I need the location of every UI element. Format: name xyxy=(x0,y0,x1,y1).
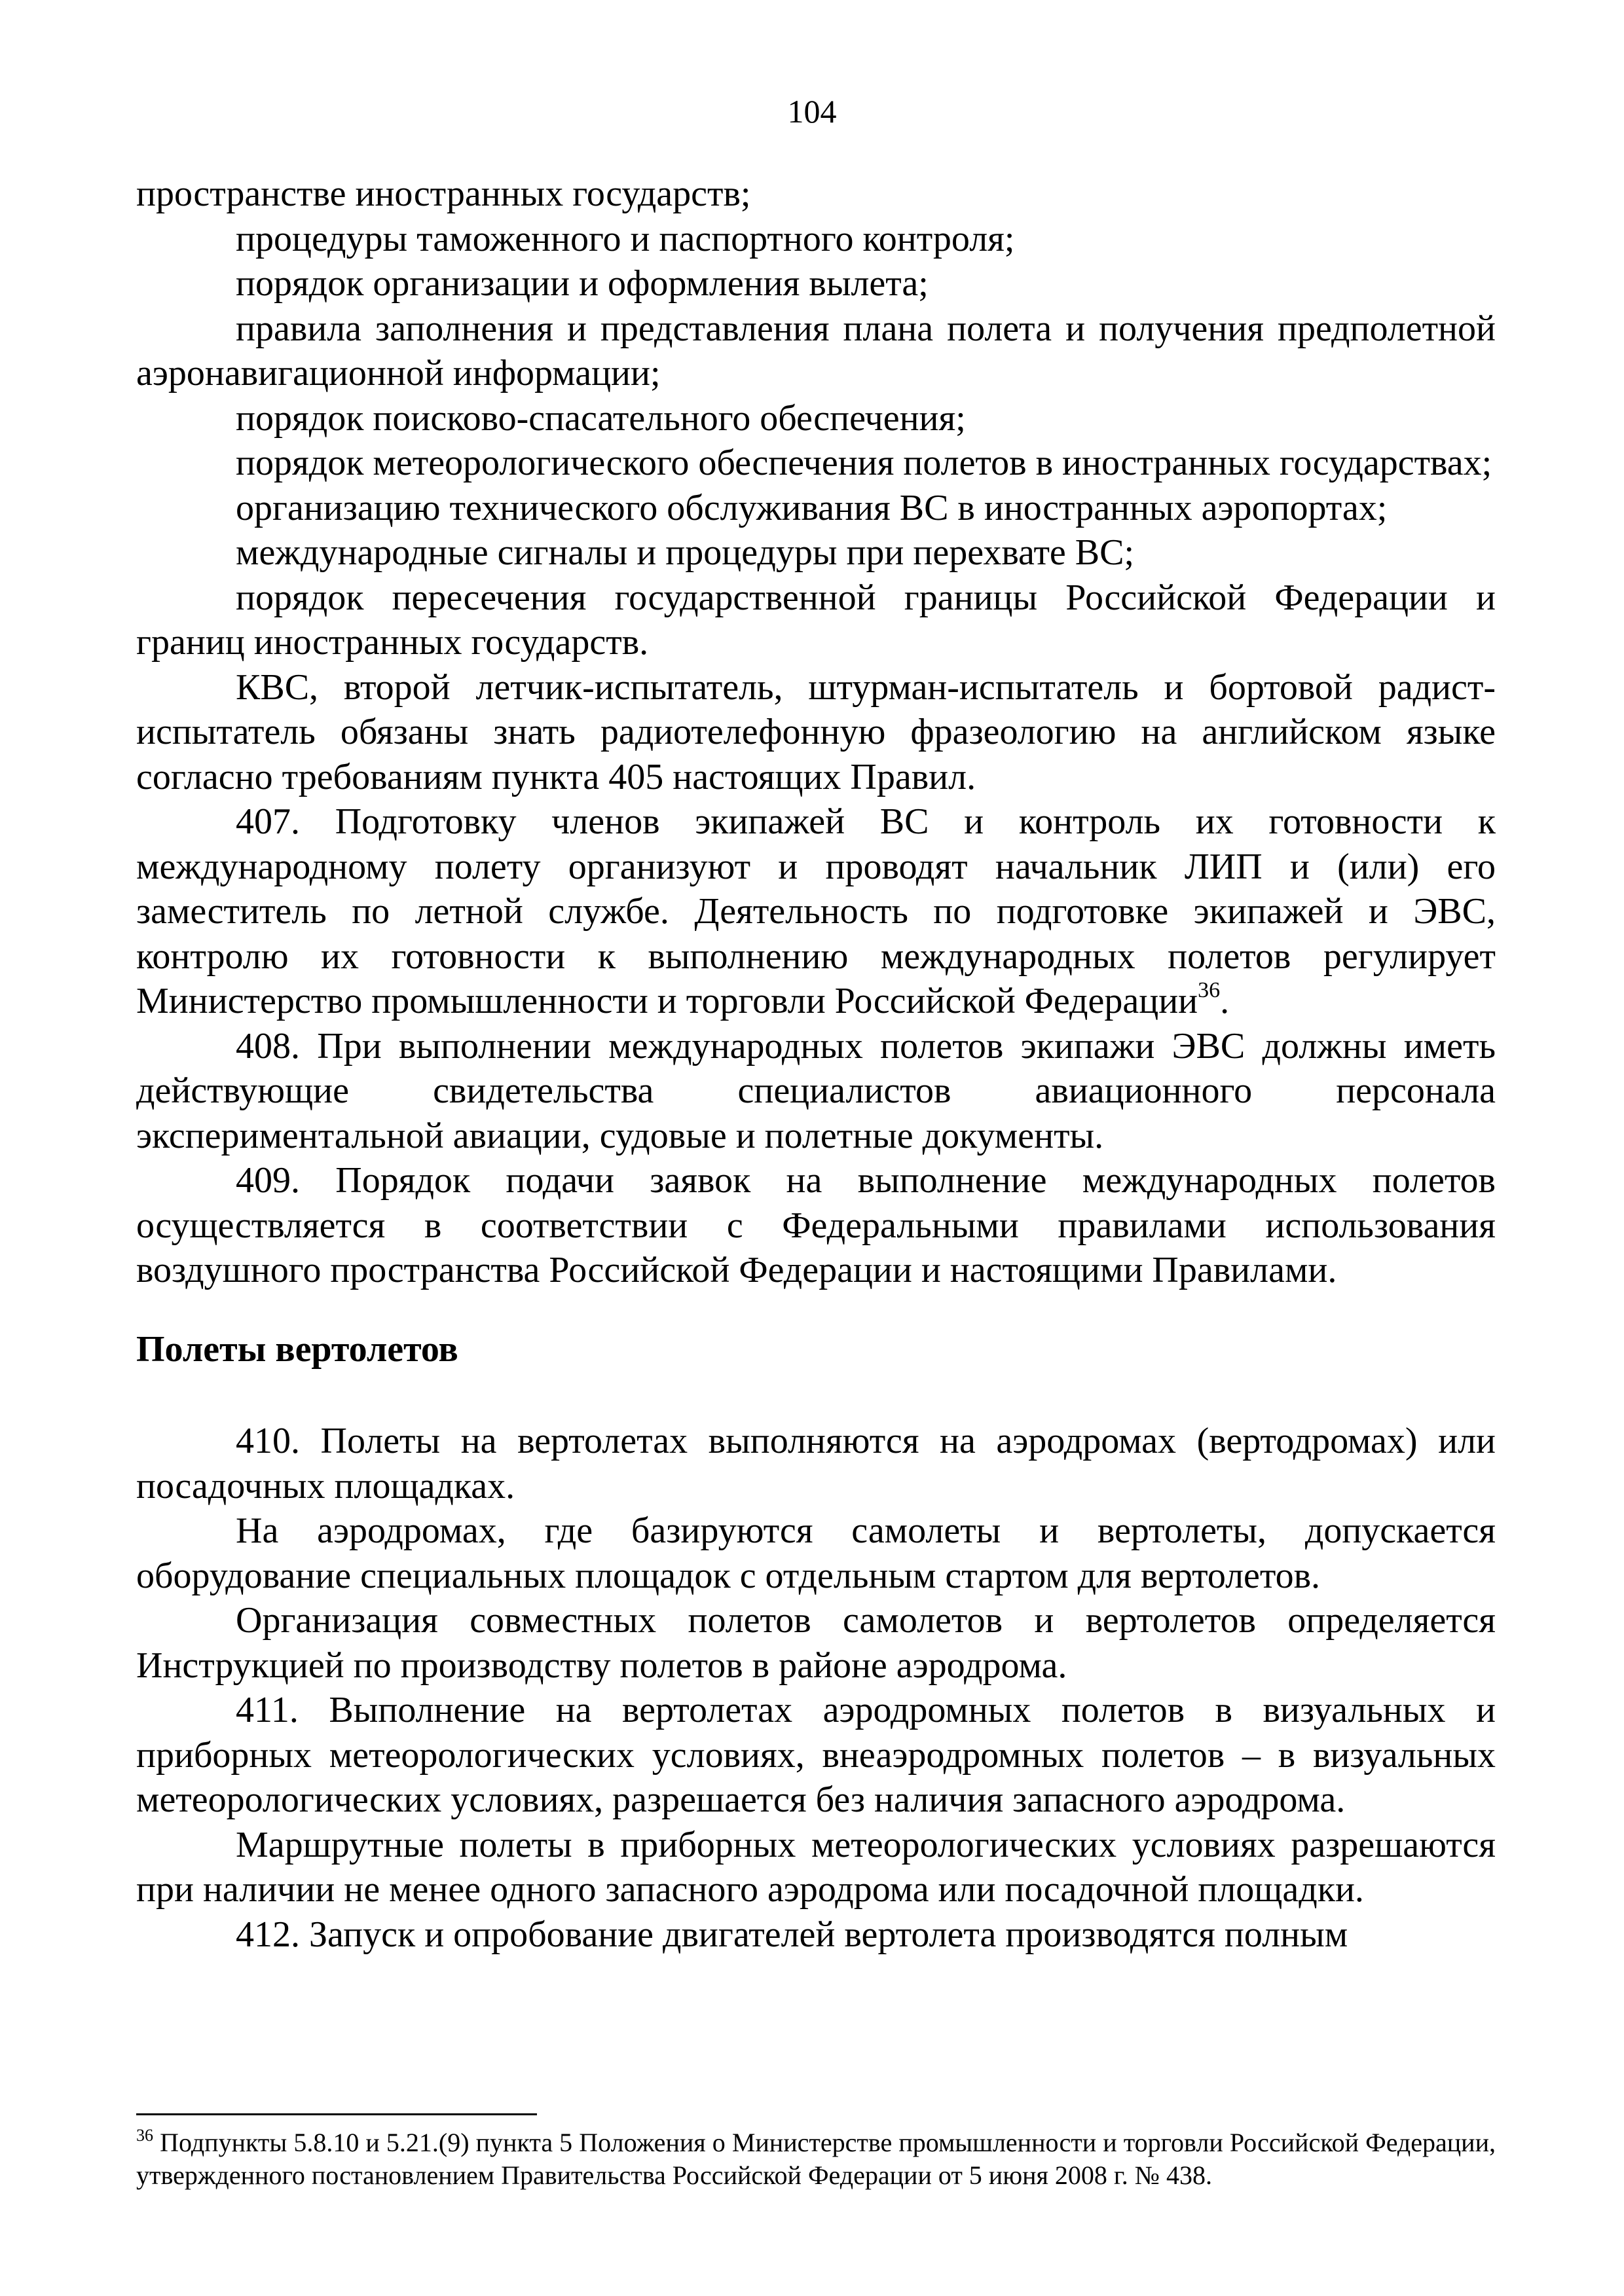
list-item: порядок метеорологического обеспечения полетов в иностранных государствах; xyxy=(236,443,1492,483)
list-item: международные сигналы и процедуры при перехвате ВС; xyxy=(236,532,1135,573)
paragraph-408: 408. При выполнении международных полетов экипажи ЭВС должны иметь действующие свидетельства специалистов авиационного персонала экспериментальной авиации, судовые и полетные документы. xyxy=(136,1025,1496,1156)
document-body xyxy=(136,172,1496,1957)
list-item: правила заполнения и представления плана полета и получения предполетной аэронавигационной информации; xyxy=(136,308,1496,393)
paragraph-410: 410. Полеты на вертолетах выполняются на аэродромах (вертодромах) или посадочных площадках. xyxy=(136,1421,1496,1506)
footnote xyxy=(136,2126,1496,2192)
paragraph-409: 409. Порядок подачи заявок на выполнение международных полетов осуществляется в соответствии с Федеральными правилами использования воздушного пространства Российской Федерации и настоящими Правилами. xyxy=(136,1160,1496,1290)
footnote-divider xyxy=(136,2113,537,2115)
list-item: порядок поисково-спасательного обеспечения; xyxy=(236,397,966,439)
footnote-text: Подпункты 5.8.10 и 5.21.(9) пункта 5 Положения о Министерстве промышленности и торговли Российской Федерации, утвержденного постановлением Правительства Российской Федерации от 5 июня 2008 г. № 438. xyxy=(136,2128,1496,2190)
paragraph: КВС, второй летчик-испытатель, штурман-испытатель и бортовой радист-испытатель обязаны знать радиотелефонную фразеологию на английском языке согласно требованиям пункта 405 настоящих Правил. xyxy=(136,666,1496,797)
paragraph: Организация совместных полетов самолетов и вертолетов определяется Инструкцией по производству полетов в районе аэродрома. xyxy=(136,1600,1496,1686)
section-heading: Полеты вертолетов xyxy=(136,1328,458,1370)
paragraph-407-end: . xyxy=(1220,981,1230,1021)
paragraph: На аэродромах, где базируются самолеты и вертолеты, допускается оборудование специальных площадок с отдельным стартом для вертолетов. xyxy=(136,1510,1496,1596)
paragraph: Маршрутные полеты в приборных метеорологических условиях разрешаются при наличии не менее одного запасного аэродрома или посадочной площадки. xyxy=(136,1824,1496,1910)
footnote-marker: 36 xyxy=(136,2126,153,2145)
list-item: порядок организации и оформления вылета; xyxy=(236,263,929,304)
paragraph-411: 411. Выполнение на вертолетах аэродромных полетов в визуальных и приборных метеорологических условиях, внеаэродромных полетов – в визуальных метеорологических условиях, разрешается без наличия запасного аэродрома. xyxy=(136,1690,1496,1820)
paragraph-407-text: 407. Подготовку членов экипажей ВС и контроль их готовности к международному полету организуют и проводят начальник ЛИП и (или) его заместитель по летной службе. Деятельность по подготовке экипажей и ЭВС, контролю их готовности к выполнению международных полетов регулирует Министерство промышленности и торговли Российской Федерации xyxy=(136,801,1496,1021)
footnote-reference: 36 xyxy=(1198,978,1221,1002)
list-item: организацию технического обслуживания ВС в иностранных аэропортах; xyxy=(236,487,1388,528)
paragraph: пространстве иностранных государств; xyxy=(136,173,751,214)
page-number: 104 xyxy=(787,93,837,130)
list-item: порядок пересечения государственной границы Российской Федерации и границ иностранных государств. xyxy=(136,577,1496,663)
paragraph-407 xyxy=(136,799,1496,1024)
list-item: процедуры таможенного и паспортного контроля; xyxy=(236,218,1015,259)
paragraph-412: 412. Запуск и опробование двигателей вертолета производятся полным xyxy=(236,1914,1348,1955)
